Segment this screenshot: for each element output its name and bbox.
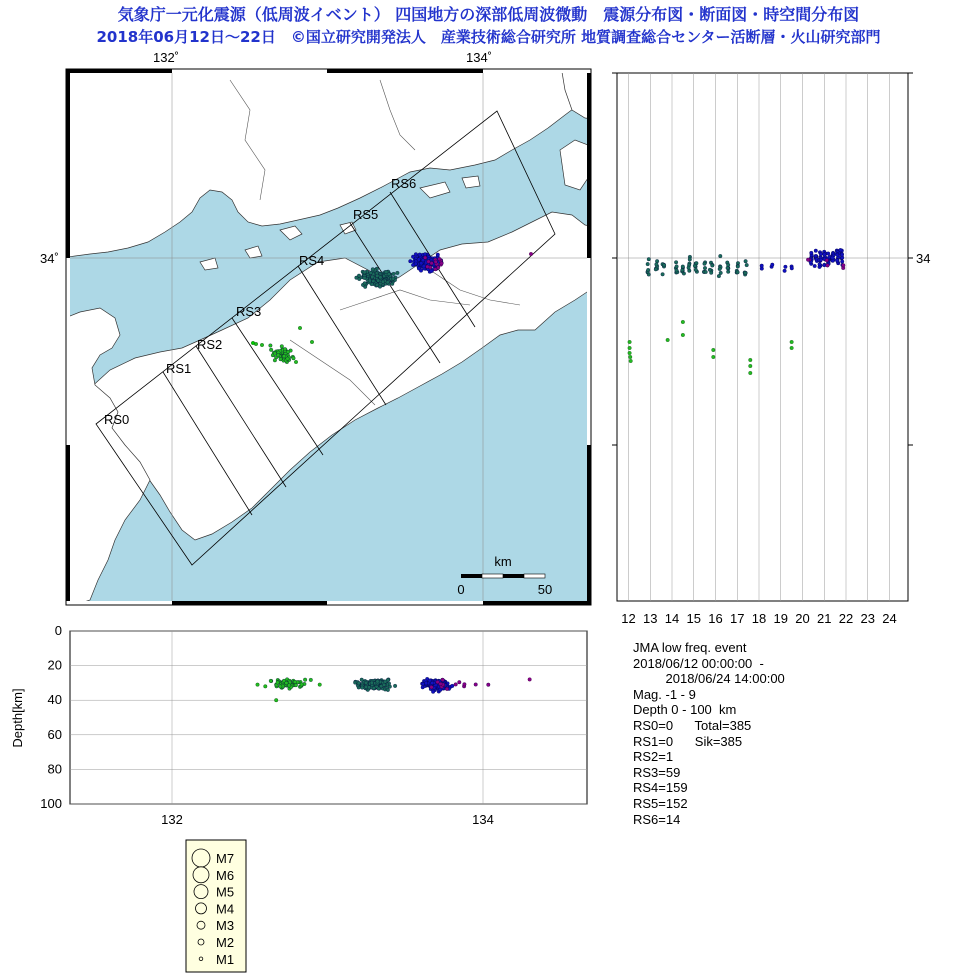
timeplot-event-rs3 xyxy=(712,355,716,359)
timeplot-event-rs3 xyxy=(666,338,670,342)
section-ylabel: Depth[km] xyxy=(10,688,25,748)
timeplot-event-rs4 xyxy=(646,268,650,272)
info-line: RS1=0 Sik=385 xyxy=(633,733,743,749)
timeplot-event-rs4 xyxy=(744,271,748,275)
magnitude-legend xyxy=(186,840,246,972)
info-line: RS4=159 xyxy=(633,780,688,796)
hypocenter-rs5 xyxy=(424,681,428,685)
legend-label-m2: M2 xyxy=(216,935,235,950)
map-subtitle: 2018年06月12日～22日 ©国立研究開発法人 産業技術総合研究所 地質調査総合センター活断層・火山研究部門 xyxy=(96,28,881,46)
hypocenter-rs6 xyxy=(439,682,443,686)
hypocenter-rs3 xyxy=(274,698,278,702)
legend-label-m4: M4 xyxy=(216,901,235,917)
legend-label-m7: M7 xyxy=(216,851,235,866)
info-line: RS0=0 Total=385 xyxy=(633,717,752,733)
info-line: 2018/06/24 14:00:00 xyxy=(633,671,785,687)
timeplot-event-rs4 xyxy=(687,266,691,270)
timeplot-lat-label: 34 xyxy=(916,251,931,266)
region-label-rs4: RS4 xyxy=(299,253,325,268)
frame-left-1 xyxy=(66,73,70,258)
hypocenter-rs6 xyxy=(528,678,532,682)
epicenter-rs5 xyxy=(417,258,421,262)
hypocenter-rs4 xyxy=(364,681,368,685)
section-depth-tick: 20 xyxy=(47,657,62,673)
section-frame xyxy=(70,631,587,804)
timeplot-event-rs4 xyxy=(647,257,651,261)
timeplot-day-label: 14 xyxy=(664,611,680,626)
timeplot-event-rs4 xyxy=(726,270,730,274)
hypocenter-rs3 xyxy=(293,680,297,684)
hypocenter-rs6 xyxy=(463,683,467,687)
timeplot-event-rs5 xyxy=(814,249,818,253)
epicenter-rs4 xyxy=(363,271,367,275)
region-label-rs0: RS0 xyxy=(104,412,130,427)
timeplot-event-rs3 xyxy=(628,355,632,359)
epicenter-rs5 xyxy=(436,253,440,257)
region-label-rs1: RS1 xyxy=(166,361,192,376)
frame-bot-2 xyxy=(483,601,591,605)
epicenter-rs5 xyxy=(409,259,413,263)
epicenter-rs6 xyxy=(423,256,427,260)
hypocenter-rs3 xyxy=(256,683,260,687)
timeplot-event-rs4 xyxy=(661,273,665,277)
epicenter-rs3 xyxy=(283,347,287,351)
section-depth-tick: 80 xyxy=(47,761,62,777)
info-line: RS3=59 xyxy=(633,764,681,780)
epicenter-rs5 xyxy=(419,269,423,273)
timeplot-day-label: 17 xyxy=(730,611,745,626)
timeplot-event-rs5 xyxy=(783,269,787,273)
timeplot-event-rs3 xyxy=(681,333,685,337)
timeplot-day-label: 21 xyxy=(817,611,832,626)
hypocenter-rs6 xyxy=(441,678,445,682)
timeplot-event-rs5 xyxy=(784,265,788,269)
hypocenter-rs5 xyxy=(451,684,455,688)
legend-label-m3: M3 xyxy=(216,918,235,934)
legend-symbol-m7 xyxy=(192,849,210,867)
timeplot-day-label: 23 xyxy=(860,611,875,626)
timeplot-event-rs5 xyxy=(771,263,775,267)
epicenter-rs6 xyxy=(434,260,438,264)
timeplot-event-rs4 xyxy=(655,263,659,267)
timeplot-event-rs6 xyxy=(842,264,846,268)
frame-right-1 xyxy=(587,73,591,258)
map-title: 気象庁一元化震源（低周波イベント） 四国地方の深部低周波微動 震源分布図・断面図・時空間分布図 xyxy=(117,5,860,24)
map-lon-label-132: 132˚ xyxy=(152,50,180,65)
timeplot-event-rs3 xyxy=(712,348,716,352)
timeplot-day-label: 12 xyxy=(621,611,636,626)
timeplot-event-rs4 xyxy=(675,269,679,273)
epicenter-rs4 xyxy=(371,275,375,279)
timeplot-day-label: 24 xyxy=(882,611,897,626)
info-line: RS6=14 xyxy=(633,811,681,827)
timeplot-event-rs3 xyxy=(790,346,794,350)
frame-top-2 xyxy=(327,69,483,73)
timeplot-event-rs4 xyxy=(675,265,679,269)
legend-symbol-m1 xyxy=(199,957,203,961)
scale-seg-3 xyxy=(503,574,524,578)
timeplot-event-rs4 xyxy=(719,254,723,258)
timeplot-event-rs3 xyxy=(790,340,794,344)
epicenter-rs4 xyxy=(363,276,367,280)
hypocenter-rs3 xyxy=(287,684,291,688)
section-lon-tick: 134 xyxy=(472,812,494,827)
epicenter-rs3 xyxy=(269,348,273,352)
epicenter-rs4 xyxy=(381,280,385,284)
timeplot-day-label: 19 xyxy=(773,611,788,626)
timeplot-event-rs5 xyxy=(831,256,835,260)
timeplot-frame xyxy=(617,73,908,601)
epicenter-rs6 xyxy=(440,262,444,266)
timeplot-event-rs5 xyxy=(819,252,823,256)
info-line: Depth 0 - 100 km xyxy=(633,702,737,718)
timeplot-event-rs4 xyxy=(709,271,713,275)
timeplot-event-rs5 xyxy=(823,253,827,257)
epicenter-rs3 xyxy=(286,350,290,354)
epicenter-rs3 xyxy=(269,344,273,348)
timeplot-event-rs4 xyxy=(726,266,730,270)
epicenter-rs3 xyxy=(273,352,277,356)
hypocenter-rs6 xyxy=(445,687,449,691)
info-line: Mag. -1 - 9 xyxy=(633,686,696,702)
timeplot-event-rs5 xyxy=(839,248,843,252)
epicenter-rs3 xyxy=(294,360,298,364)
timeplot-event-rs6 xyxy=(826,264,830,268)
hypocenter-rs6 xyxy=(474,683,478,687)
timeplot-event-rs4 xyxy=(711,264,715,268)
hypocenter-rs3 xyxy=(264,685,268,689)
epicenter-rs4 xyxy=(396,271,400,275)
hypocenter-rs3 xyxy=(279,685,283,689)
map-lon-label-134: 134˚ xyxy=(465,50,493,65)
timeplot-event-rs5 xyxy=(835,259,839,263)
timeplot-event-rs4 xyxy=(717,274,721,278)
info-line: RS5=152 xyxy=(633,795,688,811)
frame-top-1 xyxy=(66,69,172,73)
region-label-rs5: RS5 xyxy=(353,207,379,222)
timeplot-event-rs4 xyxy=(745,263,749,267)
hypocenter-rs3 xyxy=(276,681,280,685)
hypocenter-rs4 xyxy=(386,688,390,692)
legend-symbol-m6 xyxy=(193,867,209,883)
scale-seg-4 xyxy=(524,574,545,578)
epicenter-rs6 xyxy=(427,260,431,264)
scale-label-50: 50 xyxy=(537,582,553,597)
section-depth-tick: 60 xyxy=(47,726,62,742)
timeplot-event-rs3 xyxy=(749,358,753,362)
timeplot-day-label: 18 xyxy=(751,611,767,626)
timeplot-event-rs4 xyxy=(694,268,698,272)
timeplot-event-rs5 xyxy=(818,263,822,267)
timeplot-day-label: 13 xyxy=(643,611,658,626)
section-depth-tick: 40 xyxy=(47,692,62,708)
section-depth-tick: 0 xyxy=(54,623,62,638)
epicenter-rs4 xyxy=(375,283,379,287)
epicenter-rs6 xyxy=(529,252,533,256)
epicenter-rs4 xyxy=(363,282,367,286)
hypocenter-rs3 xyxy=(300,683,304,687)
hypocenter-rs6 xyxy=(430,685,434,689)
epicenter-rs6 xyxy=(436,266,440,270)
epicenter-rs4 xyxy=(391,277,395,281)
timeplot-event-rs3 xyxy=(628,351,632,355)
epicenter-rs4 xyxy=(369,271,373,275)
epicenter-rs4 xyxy=(355,276,359,280)
event-info xyxy=(633,640,785,827)
timeplot-event-rs5 xyxy=(810,251,814,255)
hypocenter-rs3 xyxy=(318,683,322,687)
timeplot-event-rs4 xyxy=(704,270,708,274)
timeplot-event-rs5 xyxy=(840,260,844,264)
timeplot-event-rs3 xyxy=(628,346,632,350)
timeplot-event-rs6 xyxy=(806,258,810,262)
legend-label-m5: M5 xyxy=(216,884,235,900)
region-label-rs2: RS2 xyxy=(197,337,223,352)
epicenter-rs6 xyxy=(426,265,430,269)
hypocenter-rs4 xyxy=(384,680,388,684)
timeplot-event-rs3 xyxy=(749,364,753,368)
region-label-rs6: RS6 xyxy=(391,176,417,191)
epicenter-rs5 xyxy=(418,253,422,257)
epicenter-rs3 xyxy=(292,356,296,360)
hypocenter-rs4 xyxy=(370,681,374,685)
hypocenter-rs4 xyxy=(393,684,397,688)
legend-symbol-m5 xyxy=(194,885,208,899)
epicenter-rs5 xyxy=(423,253,427,257)
timeplot-event-rs5 xyxy=(814,254,818,258)
scale-label-0: 0 xyxy=(457,582,465,597)
hypocenter-rs4 xyxy=(360,686,364,690)
timeplot-event-rs4 xyxy=(703,262,707,266)
scale-seg-1 xyxy=(461,574,482,578)
timeplot-event-rs4 xyxy=(736,271,740,275)
epicenter-rs3 xyxy=(273,359,277,363)
timeplot-event-rs4 xyxy=(681,268,685,272)
epicenter-rs3 xyxy=(260,343,264,347)
epicenter-rs5 xyxy=(414,253,418,257)
timeplot-event-rs4 xyxy=(744,259,748,263)
epicenter-rs3 xyxy=(310,340,314,344)
hypocenter-rs4 xyxy=(357,682,361,686)
timeplot-event-rs4 xyxy=(736,265,740,269)
scale-seg-2 xyxy=(482,574,503,578)
epicenter-rs5 xyxy=(422,265,426,269)
legend-label-m1: M1 xyxy=(216,951,235,967)
timeplot-event-rs5 xyxy=(813,264,817,268)
epicenter-rs4 xyxy=(385,270,389,274)
timeplot-event-rs3 xyxy=(681,320,685,324)
epicenter-rs3 xyxy=(276,353,280,357)
hypocenter-rs6 xyxy=(487,683,491,687)
timeplot-event-rs5 xyxy=(840,253,844,257)
timeplot-day-label: 20 xyxy=(795,611,810,626)
timeplot-event-rs4 xyxy=(718,267,722,271)
timeplot-event-rs3 xyxy=(628,340,632,344)
map-lat-label-34: 34˚ xyxy=(40,251,59,266)
timeplot-event-rs4 xyxy=(688,258,692,262)
timeplot-event-rs4 xyxy=(646,262,650,266)
hypocenter-rs4 xyxy=(376,680,380,684)
hypocenter-rs3 xyxy=(303,678,307,682)
timeplot-day-label: 22 xyxy=(838,611,854,626)
legend-symbol-m4 xyxy=(196,903,207,914)
hypocenter-rs4 xyxy=(364,685,368,689)
scale-unit: km xyxy=(494,554,512,569)
info-line: JMA low freq. event xyxy=(633,640,747,655)
region-label-rs3: RS3 xyxy=(236,304,262,319)
hypocenter-rs5 xyxy=(430,681,434,685)
timeplot-event-rs4 xyxy=(693,264,697,268)
hypocenter-rs4 xyxy=(372,686,376,690)
timeplot-event-rs6 xyxy=(825,259,829,263)
hypocenter-rs6 xyxy=(454,683,458,687)
info-line: RS2=1 xyxy=(633,749,674,765)
epicenter-rs3 xyxy=(282,354,286,358)
depth-section xyxy=(10,623,587,827)
timeplot-event-rs4 xyxy=(681,265,685,269)
timeplot-event-rs4 xyxy=(719,271,723,275)
legend-label-m6: M6 xyxy=(216,867,235,883)
section-depth-tick: 100 xyxy=(40,796,62,811)
info-line: 2018/06/12 00:00:00 - xyxy=(633,655,764,671)
epicenter-rs3 xyxy=(280,345,284,349)
section-lon-tick: 132 xyxy=(161,812,183,827)
frame-bot-1 xyxy=(172,601,327,605)
epicenter-rs3 xyxy=(286,357,290,361)
epicenter-rs6 xyxy=(438,257,442,261)
timeplot-day-label: 16 xyxy=(708,611,723,626)
epicenter-rs2 xyxy=(251,341,255,345)
epicenter-rs5 xyxy=(411,263,415,267)
timeplot-day-label: 15 xyxy=(686,611,701,626)
epicenter-rs4 xyxy=(371,268,375,272)
timeplot-event-rs5 xyxy=(760,264,764,268)
epicenter-map xyxy=(40,50,600,610)
epicenter-rs4 xyxy=(386,281,390,285)
legend-symbol-m3 xyxy=(197,921,205,929)
hypocenter-rs5 xyxy=(431,690,435,694)
timeplot-event-rs3 xyxy=(749,371,753,375)
frame-right-2 xyxy=(587,445,591,601)
epicenter-rs5 xyxy=(420,262,424,266)
hypocenter-rs3 xyxy=(309,678,313,682)
epicenter-rs3 xyxy=(298,326,302,330)
frame-left-2 xyxy=(66,445,70,601)
timeplot-event-rs5 xyxy=(790,267,794,271)
timeplot-event-rs4 xyxy=(703,266,707,270)
timeplot-event-rs3 xyxy=(629,359,633,363)
timeplot-event-rs4 xyxy=(674,261,678,265)
epicenter-rs4 xyxy=(376,274,380,278)
hypocenter-rs4 xyxy=(360,678,364,682)
timeplot-event-rs5 xyxy=(826,252,830,256)
timeplot-event-rs4 xyxy=(662,263,666,267)
epicenter-rs4 xyxy=(392,272,396,276)
legend-symbol-m2 xyxy=(198,939,204,945)
hypocenter-rs3 xyxy=(269,679,273,683)
timeplot-event-rs4 xyxy=(655,259,659,263)
hypocenter-rs6 xyxy=(458,680,462,684)
time-space-plot xyxy=(612,73,930,626)
